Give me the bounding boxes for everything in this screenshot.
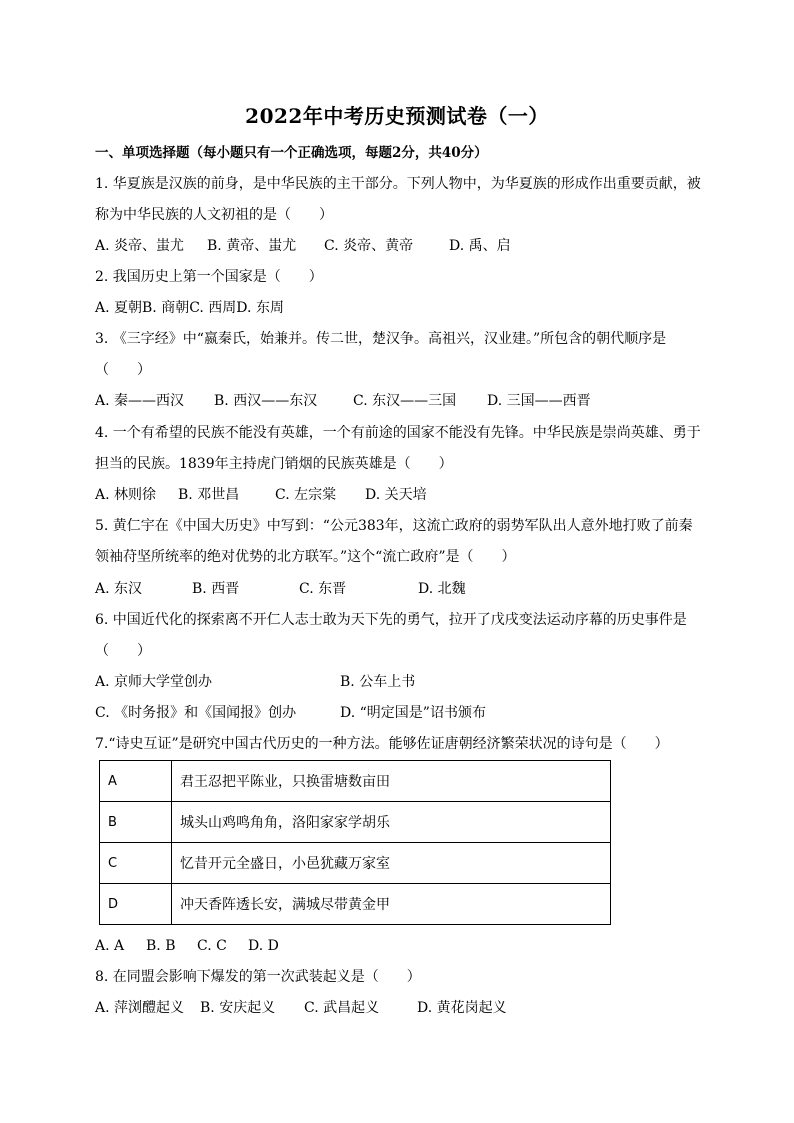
q6-option-d: D. “明定国是”诏书颁布 [340,705,486,721]
question-3-text-cont: （ ） [95,362,151,378]
q1-option-b: B. 黄帝、蚩尤 [207,238,297,254]
q4-option-a: A. 林则徐 [95,487,157,503]
q4-option-d: D. 关天培 [365,487,427,503]
q5-option-c: C. 东晋 [299,581,347,597]
q3-option-b: B. 西汉——东汉 [214,393,318,409]
q8-option-a: A. 萍浏醴起义 [95,1000,185,1016]
page-title: 2022年中考历史预测试卷（一） [245,104,549,128]
q8-option-b: B. 安庆起义 [200,1000,276,1016]
q6-option-a: A. 京师大学堂创办 [95,674,213,690]
q5-option-d: D. 北魏 [418,581,466,597]
q3-option-d: D. 三国——西晋 [487,393,591,409]
question-3-text: 3. 《三字经》中“嬴秦氏，始兼并。传二世，楚汉争。高祖兴，汉业建。”所包含的朝代顺序是 [95,331,667,347]
table-cell-key: C [100,843,172,884]
table-row [100,802,611,843]
table-cell-key: B [100,802,172,843]
q4-option-c: C. 左宗棠 [275,487,337,503]
section-heading: 一、单项选择题（每小题只有一个正确选项，每题2分，共40分） [95,145,488,161]
table-cell-poem: 君王忍把平陈业，只换雷塘数亩田 [172,761,611,802]
q6-option-c: C. 《时务报》和《国闻报》创办 [95,705,297,721]
q7-poem-table [99,760,611,925]
q1-option-a: A. 炎帝、蚩尤 [95,238,185,254]
q3-option-c: C. 东汉——三国 [353,393,457,409]
q4-option-b: B. 邓世昌 [178,487,240,503]
q7-option-c: C. C [197,938,227,954]
question-8-text: 8. 在同盟会影响下爆发的第一次武装起义是（ ） [95,969,421,985]
question-6-text: 6. 中国近代化的探索离不开仁人志士敢为天下先的勇气，拉开了戊戌变法运动序幕的历史事件是 [95,612,687,628]
q8-option-d: D. 黄花岗起义 [417,1000,507,1016]
table-row [100,843,611,884]
q5-option-b: B. 西晋 [192,581,240,597]
q6-option-b: B. 公车上书 [340,674,416,690]
question-7-text: 7.“诗史互证”是研究中国古代历史的一种方法。能够佐证唐朝经济繁荣状况的诗句是（ ） [95,736,669,752]
table-cell-poem: 冲天香阵透长安，满城尽带黄金甲 [172,884,611,925]
question-2-text: 2. 我国历史上第一个国家是（ ） [95,269,323,285]
q2-options: A. 夏朝B. 商朝C. 西周D. 东周 [95,300,284,316]
table-cell-poem: 忆昔开元全盛日，小邑犹藏万家室 [172,843,611,884]
q8-option-c: C. 武昌起义 [304,1000,380,1016]
q7-option-d: D. D [248,938,279,954]
table-row [100,884,611,925]
q1-option-d: D. 禹、启 [449,238,511,254]
question-6-text-cont: （ ） [95,643,151,659]
table-cell-key: A [100,761,172,802]
question-4-text: 4. 一个有希望的民族不能没有英雄，一个有前途的国家不能没有先锋。中华民族是崇尚英雄、勇于 [95,425,701,441]
question-1-text: 1. 华夏族是汉族的前身，是中华民族的主干部分。下列人物中，为华夏族的形成作出重要贡献，被 [95,176,701,192]
table-cell-key: D [100,884,172,925]
question-1-text-cont: 称为中华民族的人文初祖的是（ ） [95,207,333,223]
table-row [100,761,611,802]
q5-option-a: A. 东汉 [95,581,143,597]
q3-option-a: A. 秦——西汉 [95,393,185,409]
q7-option-b: B. B [146,938,176,954]
question-4-text-cont: 担当的民族。1839年主持虎门销烟的民族英雄是（ ） [95,456,453,472]
question-5-text-cont: 领袖苻坚所统率的绝对优势的北方联军。”这个“流亡政府”是（ ） [95,549,516,565]
table-cell-poem: 城头山鸡鸣角角，洛阳家家学胡乐 [172,802,611,843]
question-5-text: 5. 黄仁宇在《中国大历史》中写到：“公元383年，这流亡政府的弱势军队出人意外地打败了前秦 [95,518,693,534]
q7-option-a: A. A [95,938,125,954]
q1-option-c: C. 炎帝、黄帝 [324,238,414,254]
